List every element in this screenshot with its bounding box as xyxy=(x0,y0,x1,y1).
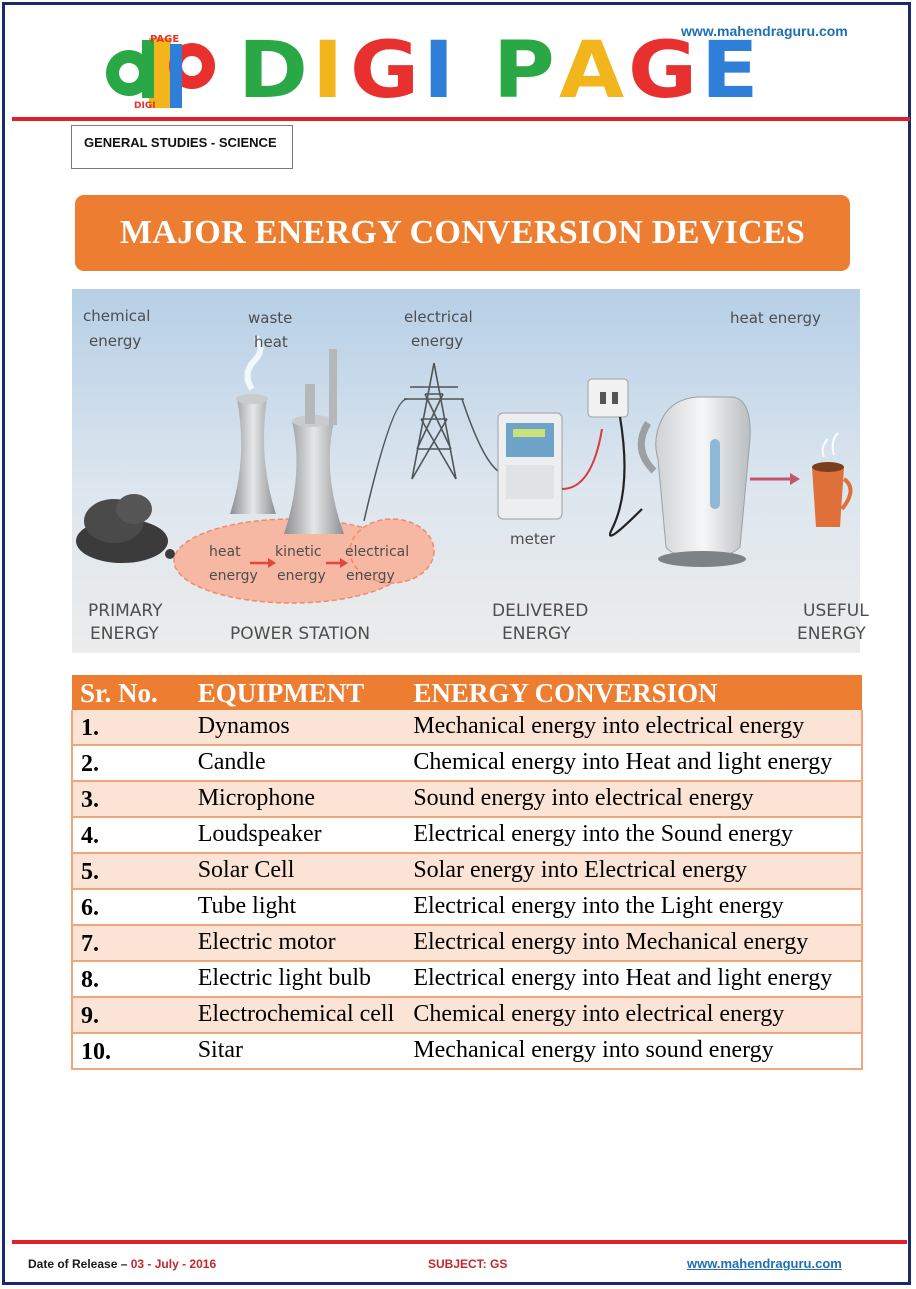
row-equipment: Electric light bulb xyxy=(190,961,406,997)
row-conversion: Electrical energy into the Light energy xyxy=(405,889,862,925)
energy-conversion-table xyxy=(71,675,863,1070)
primary-energy-label-2: ENERGY xyxy=(90,624,159,644)
release-date-label: Date of Release – xyxy=(28,1257,128,1271)
header-energy-conversion: ENERGY CONVERSION xyxy=(405,675,862,710)
row-conversion: Sound energy into electrical energy xyxy=(405,781,862,817)
chemical-energy-label-1: chemical xyxy=(83,307,151,325)
row-conversion: Mechanical energy into sound energy xyxy=(405,1033,862,1069)
heat-energy-label: heat energy xyxy=(730,309,821,327)
footer-divider xyxy=(12,1240,907,1244)
table-row xyxy=(72,781,862,817)
digi-page-wordmark xyxy=(238,26,764,116)
wordmark-letter: I xyxy=(422,26,456,116)
table-header-row xyxy=(72,675,862,710)
digi-page-logo xyxy=(104,30,222,112)
row-number: 1. xyxy=(72,710,190,745)
table-row xyxy=(72,925,862,961)
row-conversion: Solar energy into Electrical energy xyxy=(405,853,862,889)
electrical-energy-label-2: energy xyxy=(411,332,464,350)
row-number: 4. xyxy=(72,817,190,853)
table-row xyxy=(72,710,862,745)
row-conversion: Chemical energy into electrical energy xyxy=(405,997,862,1033)
subject-tag: GENERAL STUDIES - SCIENCE xyxy=(71,125,293,169)
row-equipment: Loudspeaker xyxy=(190,817,406,853)
row-number: 6. xyxy=(72,889,190,925)
table-row xyxy=(72,961,862,997)
table-row xyxy=(72,1033,862,1069)
row-number: 2. xyxy=(72,745,190,781)
wordmark-letter: P xyxy=(492,26,556,116)
release-date xyxy=(28,1257,216,1271)
wordmark-letter: D xyxy=(238,26,310,116)
release-date-value: 03 - July - 2016 xyxy=(130,1257,217,1271)
wordmark-letter: G xyxy=(628,26,699,116)
header-equipment: EQUIPMENT xyxy=(190,675,406,710)
power-station-label: POWER STATION xyxy=(230,624,371,644)
row-equipment: Dynamos xyxy=(190,710,406,745)
delivered-energy-label-2: ENERGY xyxy=(502,624,571,644)
row-number: 8. xyxy=(72,961,190,997)
footer-subject: SUBJECT: GS xyxy=(428,1257,508,1271)
row-equipment: Electrochemical cell xyxy=(190,997,406,1033)
chemical-energy-label-2: energy xyxy=(89,332,142,350)
row-conversion: Electrical energy into Heat and light energy xyxy=(405,961,862,997)
row-number: 9. xyxy=(72,997,190,1033)
row-number: 10. xyxy=(72,1033,190,1069)
row-number: 5. xyxy=(72,853,190,889)
table-row xyxy=(72,817,862,853)
wordmark-letter: A xyxy=(559,26,626,116)
table-row xyxy=(72,853,862,889)
waste-heat-label-2: heat xyxy=(254,333,288,351)
flow-heat-label-2: energy xyxy=(209,568,258,584)
row-conversion: Chemical energy into Heat and light energy xyxy=(405,745,862,781)
waste-heat-label-1: waste xyxy=(248,309,293,327)
table-row xyxy=(72,745,862,781)
wall-socket-icon xyxy=(588,379,628,417)
row-conversion: Electrical energy into Mechanical energy xyxy=(405,925,862,961)
page-title: MAJOR ENERGY CONVERSION DEVICES xyxy=(75,195,850,271)
wordmark-letter: G xyxy=(349,26,421,116)
delivered-energy-label-1: DELIVERED xyxy=(492,601,589,621)
row-equipment: Microphone xyxy=(190,781,406,817)
electricity-meter-icon xyxy=(498,413,562,519)
useful-energy-label-2: ENERGY xyxy=(797,624,866,644)
footer-site-link[interactable]: www.mahendraguru.com xyxy=(687,1256,842,1271)
meter-label: meter xyxy=(510,530,556,548)
wordmark-letter: E xyxy=(701,26,761,116)
logo-page-text: PAGE xyxy=(150,34,180,45)
primary-energy-label-1: PRIMARY xyxy=(88,601,163,621)
row-number: 7. xyxy=(72,925,190,961)
logo-digi-text: DIGI xyxy=(134,101,156,111)
flow-electrical-label-2: energy xyxy=(346,568,395,584)
electrical-energy-label-1: electrical xyxy=(404,308,473,326)
useful-energy-label-1: USEFUL xyxy=(803,601,869,621)
row-equipment: Sitar xyxy=(190,1033,406,1069)
row-equipment: Candle xyxy=(190,745,406,781)
header-divider xyxy=(12,117,910,121)
row-equipment: Solar Cell xyxy=(190,853,406,889)
row-number: 3. xyxy=(72,781,190,817)
row-conversion: Electrical energy into the Sound energy xyxy=(405,817,862,853)
table-row xyxy=(72,889,862,925)
header-site-url[interactable]: www.mahendraguru.com xyxy=(681,23,848,39)
energy-flow-illustration xyxy=(72,289,869,653)
row-conversion: Mechanical energy into electrical energy xyxy=(405,710,862,745)
header-sr-no: Sr. No. xyxy=(72,675,190,710)
row-equipment: Tube light xyxy=(190,889,406,925)
table-row xyxy=(72,997,862,1033)
row-equipment: Electric motor xyxy=(190,925,406,961)
wordmark-letter: I xyxy=(311,26,345,116)
flow-kinetic-label-2: energy xyxy=(277,568,326,584)
flow-heat-label-1: heat xyxy=(209,544,241,560)
flow-kinetic-label-1: kinetic xyxy=(275,544,322,560)
flow-electrical-label-1: electrical xyxy=(345,544,410,560)
